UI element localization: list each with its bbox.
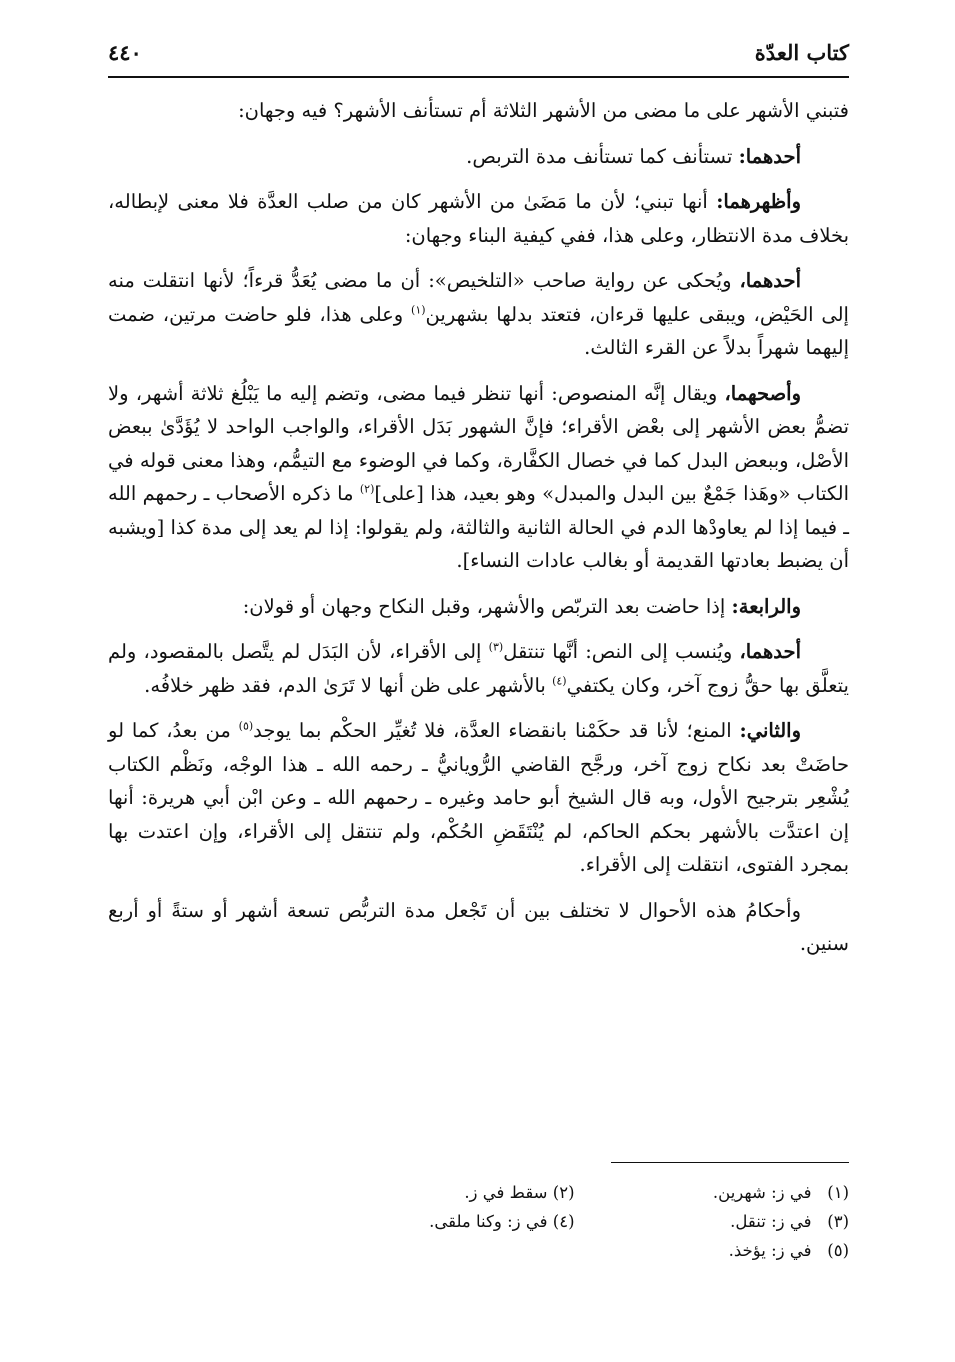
- footnote: (١) في ز: شهرين.: [712, 1183, 849, 1202]
- page-number: ٤٤٠: [108, 40, 142, 65]
- footnote-ref: (١): [411, 303, 426, 316]
- page-header: [108, 38, 849, 78]
- paragraph: وأحكامُ هذه الأحوال لا تختلف بين أن تَجْعل مدة التربُّص تسعة أشهر أو ستةً أو أربع سنين.: [108, 898, 849, 955]
- footnote: (٥) في ز: يؤخذ.: [728, 1241, 849, 1260]
- footnotes: [300, 1178, 849, 1265]
- paragraph: والرابعة: إذا حاضت بعد التربّص والأشهر، وقبل النكاح وجهان أو قولان:: [242, 594, 801, 618]
- footnote: (٣) في ز: تنقل.: [730, 1212, 849, 1231]
- paragraph-lead: أحدهما،: [739, 640, 801, 663]
- paragraph-lead: وأصحهما،: [724, 381, 801, 405]
- paragraph-lead: والثاني:: [739, 719, 801, 742]
- paragraph-lead: والرابعة:: [731, 594, 801, 618]
- paragraph: أحدهما، ويُنسب إلى النص: أنَّها تنتقل$^{(٣)}$ إلى الأقراء، لأن البَدَل لم يتَّصل بالمقصود، ولم يتعلَّق بها حقُّ زوج آخر، وكان يكتفي$^{(٤)}$ بالأشهر على ظن أنها لا تَرَىٰ الدم، فقد ظهر خلافُه.: [108, 640, 849, 697]
- paragraph-lead: أحدهما،: [739, 269, 801, 292]
- paragraph: وأصحهما، ويقال إنَّه المنصوص: أنها تنظر فيما مضى، وتضم إليه ما يَبْلُغ ثلاثة أشهر، ولا تضمُّ بعض الأشهر إلى بعْض الأقراء؛ فإنَّ الشهور بَدَل الأقراء، والواجب الواحد لا يُؤَدَّىٰ ببعض الأصْل، وببعض البدل كما في خصال الكفَّارة، وكما في الوضوء مع التيمُّم، وهذا معنى قوله في الكتاب «وهَذا جَمْعٌ بين البدل والمبدل» وهو بعيد، هذا [على]$^{(٢)}$ ما ذكره الأصحاب ـ رحمهم الله ـ فيما إذا لم يعاودْها الدم في الحالة الثانية والثالثة، ولم يقولوا: إذا لم يعد إلى مدة كذا [ويشبه أن يضبط بعادتها القديمة أو بغالب عادات النساء].: [108, 381, 849, 572]
- footnote-divider: [611, 1162, 849, 1163]
- footnote-ref: (٤): [552, 674, 567, 687]
- footnote-ref: (٥): [238, 719, 254, 733]
- paragraph: وأظهرهما: أنها تبني؛ لأن ما مَضَىٰ من الأشهر كان من صلب العدَّة فلا معنى لإبطاله، بخلاف مدة الانتظار، وعلى هذا، ففي كيفية البناء وجهان:: [108, 190, 849, 247]
- paragraph: فتبني الأشهر على ما مضى من الأشهر الثلاثة أم تستأنف الأشهر؟ فيه وجهان:: [238, 99, 849, 122]
- footnote-ref: (٣): [488, 640, 504, 654]
- body-text: [108, 94, 849, 973]
- paragraph: والثاني: المنع؛ لأنا قد حكَمْنا بانقضاء العدَّة، فلا تُغيِّر الحكْم بما يوجد$^{(٥)}$ من بعدُ، كما لو حاضَتْ بعد نكاح زوج آخر، ورجَّح القاضي الرُّويانيُّ ـ رحمه الله ـ هذا الوجْه، ونَظْم الكتاب يُشْعِر بترجيح الأول، وبه قال الشيخ أبو حامد وغيره ـ رحمهم الله ـ وعن ابْن أبي هريرة: أنها إن اعتدَّت بالأشهر بحكم الحاكم، لم يُنْتَقَضِ الحُكْم، ولم تنتقل إلى الأقراء، وإن اعتدت بها بمجرد الفتوى، انتقلت إلى الأقراء.: [108, 719, 849, 876]
- paragraph: أحدهما، ويُحكى عن رواية صاحب «التلخيص»: أن ما مضى يُعَدُّ قرءاً؛ لأنها انتقلت منه إلى الحَيْض، ويبقى عليها قرءان، فتعتد بدلها بشهرين$^{(١)}$ وعلى هذا، فلو حاضت مرتين، ضمت إليهما شهراً بدلاً عن القرء الثالث.: [108, 269, 849, 359]
- footnote-ref: (٢): [359, 482, 375, 496]
- footnote: (٢) سقط في ز.: [464, 1183, 575, 1202]
- paragraph-lead: أحدهما:: [738, 144, 801, 168]
- paragraph: أحدهما: تستأنف كما تستأنف مدة التربص.: [466, 144, 801, 168]
- book-title: كتاب العدّة: [754, 40, 849, 65]
- footnote: (٤) في ز: وكنا ملقى.: [429, 1212, 575, 1231]
- paragraph-lead: وأظهرهما:: [716, 190, 801, 213]
